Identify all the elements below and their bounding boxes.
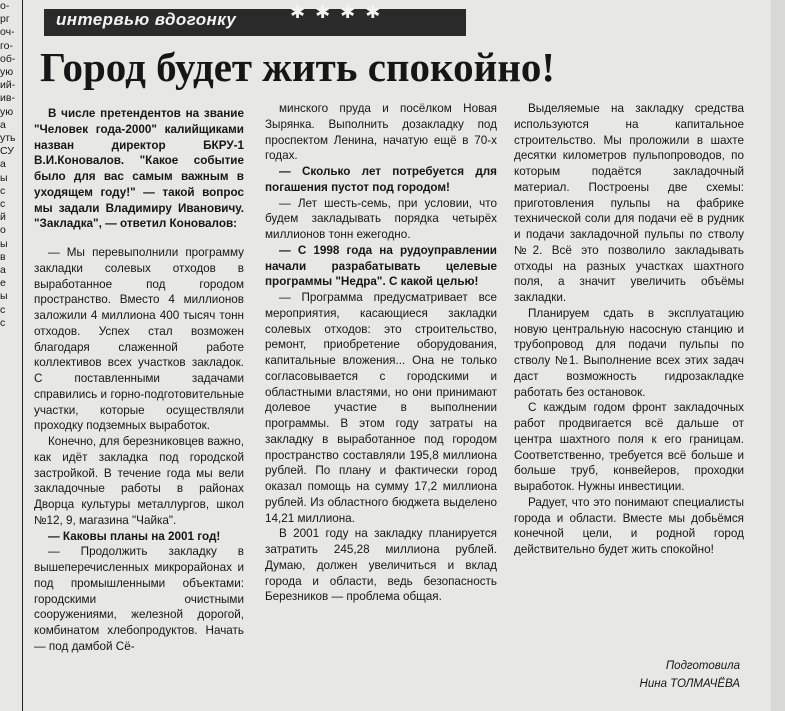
strip-line: оч- [0,26,15,39]
strip-line: ив- [0,92,15,105]
strip-line: СУ [0,145,14,158]
strip-line: а [0,118,6,131]
body-paragraph: С каждым годом фронт закладочных работ продвигается всё дальше от центра шахтного поля к его границам. Соответственно, требуется всё больше и больше труб, конвейеров, проходки выработок. Нужны инвестиции. [514,401,744,493]
body-paragraph: — Программа предусматривает все мероприятия, касающиеся закладки солевых отходов: это строительство, ремонт, приобретение оборудования, капитальные вложения... Она не только согласовывается с городскими и областными властями, но они принимают долевое участие в выполнении программы. В этом году затраты на закладку в выработанное под городом пространство составляли 195,8 миллиона рублей. По плану и фактически город оказал помощь на сумму 17,2 миллиона рублей. Из областного бюджета выделено 14,21 миллиона. [265,291,497,525]
body-paragraph: — Лет шесть-семь, при условии, что будем закладывать порядка четырёх миллионов тонн ежегодно. [265,196,497,241]
rubric-banner [44,9,466,36]
strip-line: уть [0,132,16,145]
body-paragraph: Планируем сдать в эксплуатацию новую центральную насосную станцию и трубопровод для подачи пульпы по стволу №1. Выполнение всех этих задач даст возможность гидрозакладке работать без остановок. [514,306,744,399]
body-paragraph: минского пруда и посёлком Новая Зырянка. Выполнить дозакладку под проспектом Ленина, начатую ещё в 70-х годах. [265,102,497,163]
page-edge [771,0,785,711]
column-3 [514,101,744,558]
column-1 [34,106,244,655]
rubric-label: интервью вдогонку [56,10,237,29]
question-paragraph: В числе претендентов на звание "Человек года-2000" калийщиками назван директор БКРУ-1 В.И.Коновалов. "Какое событие было для вас самым важным в уходящем году!" — такой вопрос мы задали Владимиру Ивановичу. "Закладка", — ответил Коновалов: [34,107,244,231]
snowflake-icons: ✱✱✱✱ [290,2,391,22]
byline-prepared: Подготовила [665,660,740,672]
strip-line: о- [0,0,10,12]
question-paragraph: — Сколько лет потребуется для погашения пустот под городом! [265,165,497,194]
strip-line: ую [0,66,14,79]
column-2 [265,101,497,605]
strip-line: с [0,316,6,329]
strip-line: а [0,158,6,171]
strip-line: ий- [0,79,16,92]
body-paragraph: — Мы перевыполнили программу закладки солевых отходов в выработанное под городом пространство. Вместо 4 миллионов заложили 4 миллиона 400 тысяч тонн отходов. Успех стал возможен благодаря слаженной работе коллективов всех участков закладок. С поставленными задачами справились и горно-подготовительные участки, которые осуществляли проходку подземных выработок. [34,246,244,433]
strip-line: в [0,250,6,263]
adjacent-article-strip [0,0,23,711]
body-paragraph: Конечно, для березниковцев важно, как идёт закладка под городской застройкой. В течение года мы вели закладочные работы в районах Дворца культуры металлургов, школ №12, 9, магазина "Чайка". [34,435,244,527]
body-paragraph: — Продолжить закладку в вышеперечисленных микрорайонах и под промышленными объектами: городскими очистными сооружениями, железной дорогой, комбинатом хлебопродуктов. Начать — под дамбой Сё- [34,545,244,653]
question-paragraph: — Каковы планы на 2001 год! [48,529,221,543]
strip-line: а [0,264,6,277]
strip-line: с [0,198,6,211]
strip-line: с [0,184,6,197]
strip-line: й [0,211,6,224]
body-paragraph: В 2001 году на закладку планируется затратить 245,28 миллиона рублей. Думаю, должен увеличиться и вклад города и области, ведь безопасность Березников — проблема общая. [265,527,497,604]
strip-line: го- [0,39,13,52]
strip-line: о [0,224,6,237]
headline: Город будет жить спокойно! [40,44,556,90]
strip-line: об- [0,52,16,65]
byline-author: Нина ТОЛМАЧЁВА [639,678,740,690]
body-paragraph: Выделяемые на закладку средства используются на капитальное строительство. Мы проложили в шахте десятки километров пульпопроводов, по которым подаётся закладочный материал. Построены две схемы: приготовления пульпы на фабрике технической соли для подачи её в рудник и подачи закладочной пульпы по стволу №2. Всё это позволило закладывать отходы на разных участках шахтного поля, а значит увеличить объёмы закладки. [514,102,744,304]
strip-line: ую [0,105,14,118]
strip-line: ы [0,171,8,184]
strip-line: с [0,303,6,316]
strip-line: рг [0,13,10,26]
strip-line: ы [0,237,8,250]
byline [560,657,740,693]
strip-line: е [0,277,6,290]
question-paragraph: — С 1998 года на рудоуправлении начали разрабатывать целевые программы "Недра". С какой целью! [265,243,497,289]
spacer [34,232,244,245]
body-paragraph: Радует, что это понимают специалисты города и области. Вместе мы добьёмся конечной цели, и родной город действительно будет жить спокойно! [514,495,744,556]
strip-line: ы [0,290,8,303]
